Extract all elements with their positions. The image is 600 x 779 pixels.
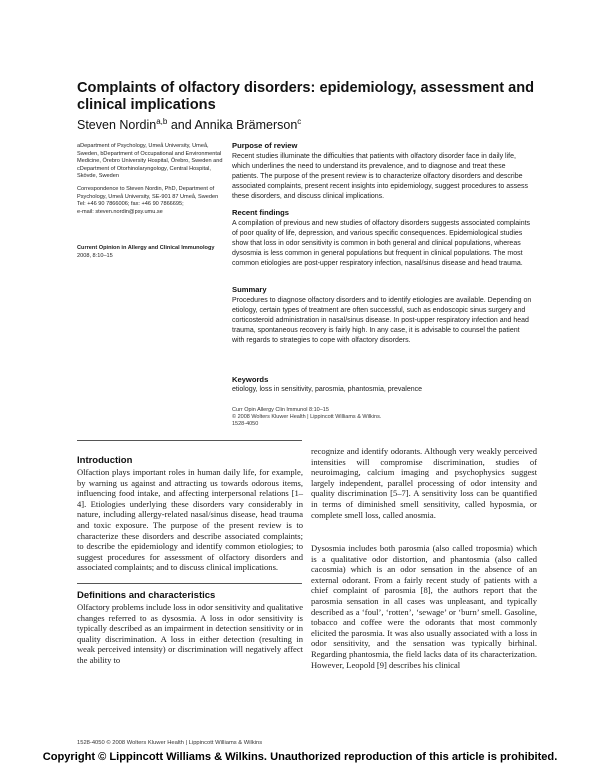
introduction-text: Olfaction plays important roles in human daily life, for example, by warning us against and attracting us towards odorous items, influencing food intake, and affecting interpersonal relations [1–4]. Etiologies underlying these disorders vary considerably in nature, including allergy-related nasal/sinus disease, head trauma and toxic exposure. The purpose of the present review is to characterize these disorders and describe associated complaints; to describe the epidemiology and identify common etiologies; to suggest procedures for assessment of olfactory disorders and associated complaints; and to discuss clinical implications. xyxy=(77,467,303,573)
affiliations: aDepartment of Psychology, Umeå University, Umeå, Sweden, bDepartment of Occupational and Environmental Medicine, Örebro University Hospital, Örebro, Sweden and cDepartment of Otorhinolaryngology, Central Hospital, Skövde, Sweden xyxy=(77,143,223,180)
right-column-paragraph-1: recognize and identify odorants. Although very weakly perceived intensities will compromise discrimination, studies of neuroimaging, calcium imaging and psychophysics suggest largely independent, parallel processing of odor intensity and quality discrimination [5–7]. A sensitivity loss can be quantified in terms of diminished smell sensitivity, called hyposmia, or complete smell loss, called anosmia. xyxy=(311,446,537,520)
author-name: Steven Nordin xyxy=(77,118,157,132)
definitions-text: Olfactory problems include loss in odor sensitivity and qualitative changes referred to as dysosmia. A loss in odor sensitivity is typically described as an impairment in detection sensitivity or in quality discrimination. A loss in either detection (resulting in weak perceived intensity) or discrimination will negatively affect the ability to xyxy=(77,602,303,665)
page-footer: 1528-4050 © 2008 Wolters Kluwer Health | Lippincott Williams & Wilkins xyxy=(77,740,263,746)
correspondence-email: e-mail: steven.nordin@psy.umu.se xyxy=(77,208,163,215)
author-line xyxy=(77,114,301,133)
correspondence-block xyxy=(77,186,225,216)
section-heading-introduction: Introduction xyxy=(77,455,133,466)
author-affil-marker: a,b xyxy=(156,117,168,126)
divider-rule xyxy=(77,440,302,441)
abstract-summary-text: Procedures to diagnose olfactory disorders and to identify etiologies are available. Depending on etiology, certain types of treatment are often successful, such as endoscopic sinus surgery and corticosteroid administration in nasal/sinus disease. In post-upper respiratory infection and head trauma, spontaneous recovery is fairly high. In any case, it is advisable to counsel the patient with regards to strategies to cope with olfactory disorders. xyxy=(232,297,532,344)
copyright-notice: Copyright © Lippincott Williams & Wilkins. Unauthorized reproduction of this article is prohibited. xyxy=(42,751,558,763)
section-heading-definitions: Definitions and characteristics xyxy=(77,590,216,601)
abstract-purpose-heading: Purpose of review xyxy=(232,141,298,150)
correspondence-address: Correspondence to Steven Nordin, PhD, Department of Psychology, Umeå University, SE-901 87 Umeå, Sweden xyxy=(77,186,219,200)
journal-name: Current Opinion in Allergy and Clinical Immunology xyxy=(77,245,215,251)
right-column-paragraph-2: Dysosmia includes both parosmia (also called troposmia) which is a qualitative odor distortion, and phantosmia (also called cacosmia) which is an odor sensation in the absence of an external odorant. From a fairly recent study of patients with a chief complaint of parosmia [8], the authors report that the parosmia sensation in all cases was unpleasant, and typically described as a ‘foul’, ‘rotten’, ‘sewage’ or ‘burn’ smell. Gasoline, tobacco and coffee were the odorants that most commonly elicited the parosmia. It was also usually associated with a loss in odor sensitivity, and the sensation was typically birhinal. Regarding phantosmia, the field lacks data of its characterization. However, Leopold [9] describes his clinical xyxy=(311,543,537,670)
author-name: and Annika Brämerson xyxy=(167,118,298,132)
keywords-heading: Keywords xyxy=(232,375,269,384)
abstract-findings-text: A compilation of previous and new studies of olfactory disorders suggests associated complaints of poor quality of life, depression, and various specific consequences. Epidemiological studies show that loss in odor sensitivity is common in both general and clinical populations, whereas dysosmia is less common in general populations but frequent in clinical populations. The most common etiologies are post-upper respiratory infection, nasal/sinus disease and head trauma. xyxy=(232,220,531,267)
meta-publisher: © 2008 Wolters Kluwer Health | Lippincott Williams & Wilkins. xyxy=(232,414,382,420)
abstract-findings-heading: Recent findings xyxy=(232,208,289,217)
journal-citation xyxy=(77,245,225,260)
author-affil-marker: c xyxy=(297,117,302,126)
abstract-purpose-text: Recent studies illuminate the difficulties that patients with olfactory disorder face in daily life, which underlines the need to understand its prevalence, and to diagnose and treat these patients. The purpose of the present review is to characterize olfactory disorders and describe associated complaints, present recent insights into epidemiology, suggest procedures to assess these disorders, and discuss clinical implications. xyxy=(232,153,528,200)
divider-rule xyxy=(77,583,302,584)
article-meta xyxy=(232,407,432,428)
keywords-list: etiology, loss in sensitivity, parosmia, phantosmia, prevalence xyxy=(232,386,422,393)
meta-issn: 1528-4050 xyxy=(232,421,259,427)
article-title: Complaints of olfactory disorders: epidemiology, assessment and clinical implications xyxy=(77,80,535,113)
correspondence-phone: Tel: +46 90 7866006; fax: +46 90 7866695; xyxy=(77,201,184,208)
journal-reference: 2008, 8:10–15 xyxy=(77,252,113,259)
abstract-summary-heading: Summary xyxy=(232,285,267,294)
meta-journal-ref: Curr Opin Allergy Clin Immunol 8:10–15 xyxy=(232,407,329,413)
